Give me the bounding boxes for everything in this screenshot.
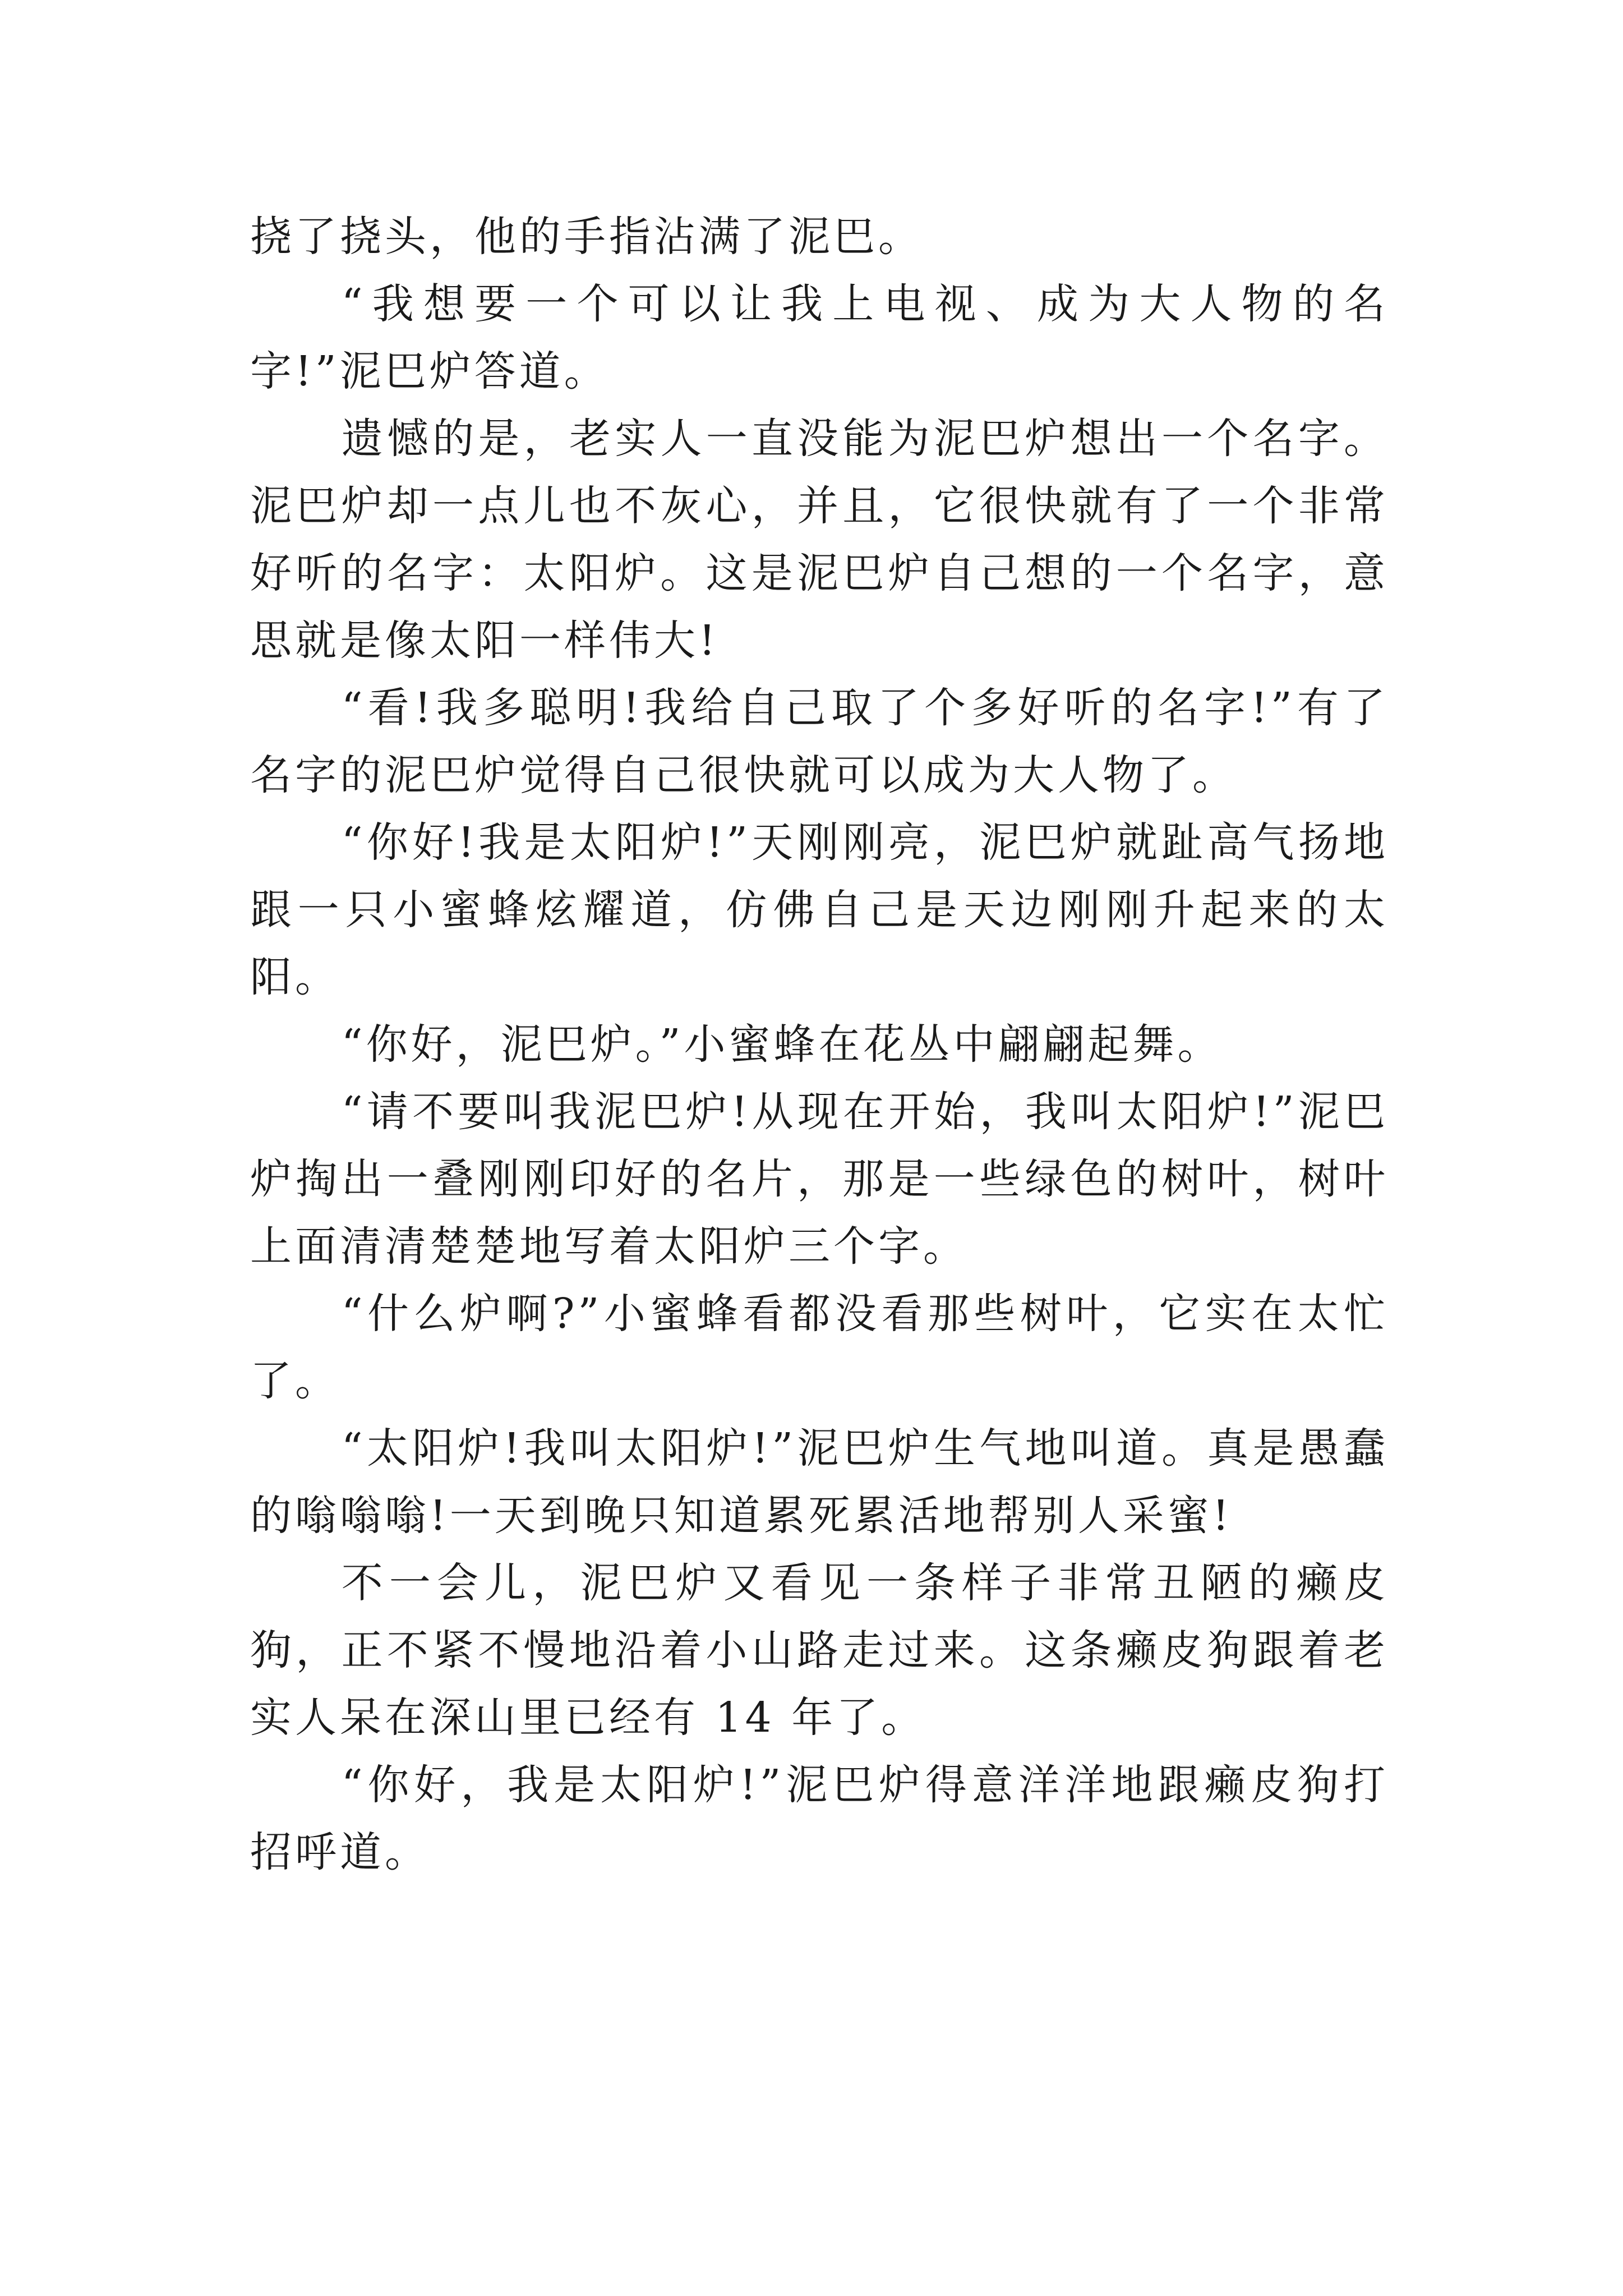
paragraph: “什么炉啊?”小蜜蜂看都没看那些树叶，它实在太忙了。 bbox=[250, 1290, 1389, 1405]
story-text bbox=[250, 203, 1389, 1886]
paragraph: “我想要一个可以让我上电视、成为大人物的名字!”泥巴炉答道。 bbox=[250, 280, 1389, 395]
paragraph: “你好!我是太阳炉!”天刚刚亮，泥巴炉就趾高气扬地跟一只小蜜蜂炫耀道，仿佛自己是天边刚刚升起来的太阳。 bbox=[250, 818, 1389, 1001]
paragraph: 挠了挠头，他的手指沾满了泥巴。 bbox=[250, 213, 923, 261]
paragraph: “太阳炉!我叫太阳炉!”泥巴炉生气地叫道。真是愚蠢的嗡嗡嗡!一天到晚只知道累死累活地帮别人采蜜! bbox=[250, 1424, 1389, 1540]
paragraph: 遗憾的是，老实人一直没能为泥巴炉想出一个名字。泥巴炉却一点儿也不灰心，并且，它很快就有了一个非常好听的名字：太阳炉。这是泥巴炉自己想的一个名字，意思就是像太阳一样伟大! bbox=[250, 415, 1389, 665]
paragraph: 不一会儿，泥巴炉又看见一条样子非常丑陋的癞皮狗，正不紧不慢地沿着小山路走过来。这条癞皮狗跟着老实人呆在深山里已经有 14 年了。 bbox=[250, 1559, 1389, 1742]
paragraph: “看!我多聪明!我给自己取了个多好听的名字!”有了名字的泥巴炉觉得自己很快就可以成为大人物了。 bbox=[250, 684, 1389, 799]
paragraph: “你好，我是太阳炉!”泥巴炉得意洋洋地跟癞皮狗打招呼道。 bbox=[250, 1761, 1389, 1876]
paragraph: “你好，泥巴炉。”小蜜蜂在花丛中翩翩起舞。 bbox=[341, 1020, 1223, 1069]
paragraph: “请不要叫我泥巴炉!从现在开始，我叫太阳炉!”泥巴炉掏出一叠刚刚印好的名片，那是一些绿色的树叶，树叶上面清清楚楚地写着太阳炉三个字。 bbox=[250, 1088, 1389, 1271]
